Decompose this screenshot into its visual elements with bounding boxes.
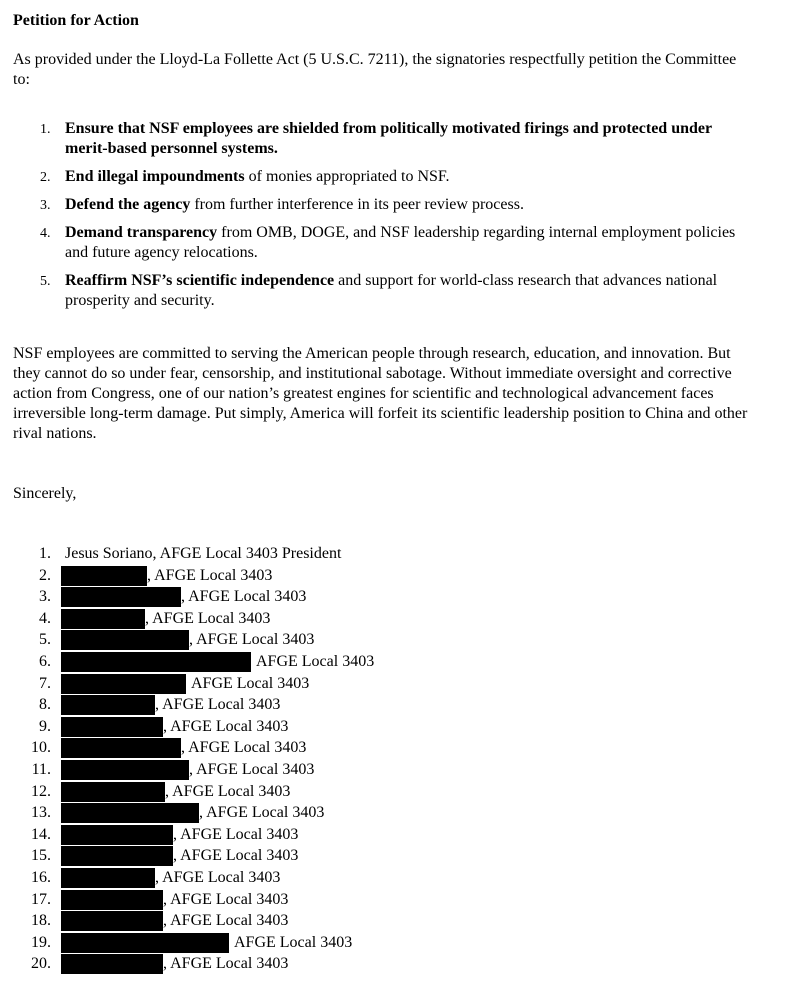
signatory-number: 20. bbox=[31, 955, 51, 973]
signatory-number: 1. bbox=[39, 545, 51, 562]
request-text: from further interference in its peer review process. bbox=[190, 196, 524, 213]
signatory-number: 2. bbox=[39, 566, 51, 584]
signatory-number: 5. bbox=[39, 631, 51, 649]
signatory-number: 9. bbox=[39, 717, 51, 735]
signatory-item bbox=[13, 759, 753, 781]
request-bold-text: End illegal impoundments bbox=[65, 168, 245, 185]
signatory-item bbox=[13, 543, 753, 565]
sign-off: Sincerely, bbox=[13, 485, 77, 502]
redaction-bar bbox=[61, 868, 155, 888]
redaction-bar bbox=[61, 717, 163, 737]
signatory-text: , AFGE Local 3403 bbox=[145, 609, 271, 627]
signatory-text: , AFGE Local 3403 bbox=[181, 588, 307, 606]
request-bold-text: Demand transparency bbox=[65, 224, 218, 241]
redaction-bar bbox=[61, 738, 181, 758]
signatory-list bbox=[13, 543, 753, 975]
signatory-text: , AFGE Local 3403 bbox=[163, 955, 289, 973]
signatory-item bbox=[13, 910, 753, 932]
signatory-text: , AFGE Local 3403 bbox=[163, 717, 289, 735]
signatory-item bbox=[13, 802, 753, 824]
signatory-text: , AFGE Local 3403 bbox=[189, 631, 315, 649]
signatory-number: 10. bbox=[31, 739, 51, 757]
signatory-item bbox=[13, 845, 753, 867]
redaction-bar bbox=[61, 760, 189, 780]
signatory-text: Jesus Soriano, AFGE Local 3403 President bbox=[65, 545, 342, 562]
signatory-item bbox=[13, 608, 753, 630]
intro-paragraph: As provided under the Lloyd-La Follette Act (5 U.S.C. 7211), the signatories respectfully petition the Committee to: bbox=[13, 51, 737, 88]
signatory-number: 4. bbox=[39, 609, 51, 627]
signatory-text: , AFGE Local 3403 bbox=[163, 912, 289, 930]
redaction-bar bbox=[61, 630, 189, 650]
signatory-number: 11. bbox=[31, 760, 51, 778]
request-text: and support for world-class research that advances national prosperity and security. bbox=[65, 272, 718, 309]
signatory-number: 13. bbox=[31, 804, 51, 822]
signatory-number: 8. bbox=[39, 696, 51, 714]
document-page bbox=[13, 11, 763, 973]
document-title: Petition for Action bbox=[13, 12, 139, 29]
redaction-bar bbox=[61, 587, 181, 607]
signatory-text: AFGE Local 3403 bbox=[191, 674, 310, 692]
redaction-bar bbox=[61, 695, 155, 715]
signatory-text: , AFGE Local 3403 bbox=[165, 782, 291, 800]
signatory-item bbox=[13, 565, 753, 587]
signatory-number: 6. bbox=[39, 652, 51, 670]
signatory-number: 12. bbox=[31, 782, 51, 800]
request-bold-text: Ensure that NSF employees are shielded from politically motivated firings and protected under merit-based personnel systems. bbox=[65, 120, 712, 157]
signatory-item bbox=[13, 781, 753, 803]
signatory-text: , AFGE Local 3403 bbox=[163, 890, 289, 908]
signatory-text: , AFGE Local 3403 bbox=[199, 804, 325, 822]
redaction-bar bbox=[61, 652, 251, 672]
signatory-item bbox=[13, 586, 753, 608]
signatory-item bbox=[13, 889, 753, 911]
request-bold-text: Reaffirm NSF’s scientific independence bbox=[65, 272, 335, 289]
signatory-number: 16. bbox=[31, 868, 51, 886]
signatory-number: 15. bbox=[31, 847, 51, 865]
request-number: 1. bbox=[40, 122, 51, 137]
redaction-bar bbox=[61, 846, 173, 866]
signatory-item bbox=[13, 694, 753, 716]
signatory-text: , AFGE Local 3403 bbox=[155, 868, 281, 886]
request-item bbox=[13, 167, 753, 187]
signatory-number: 3. bbox=[39, 588, 51, 606]
signatory-text: , AFGE Local 3403 bbox=[173, 825, 299, 843]
signatory-number: 7. bbox=[39, 674, 51, 692]
signatory-text: , AFGE Local 3403 bbox=[155, 696, 281, 714]
signatory-item bbox=[13, 737, 753, 759]
request-item bbox=[13, 119, 753, 159]
request-number: 4. bbox=[40, 226, 51, 241]
signatory-item bbox=[13, 651, 753, 673]
redaction-bar bbox=[61, 825, 173, 845]
signatory-item bbox=[13, 953, 753, 975]
redaction-bar bbox=[61, 911, 163, 931]
redaction-bar bbox=[61, 609, 145, 629]
signatory-text: AFGE Local 3403 bbox=[234, 933, 353, 951]
redaction-bar bbox=[61, 954, 163, 974]
signatory-number: 14. bbox=[31, 825, 51, 843]
redaction-bar bbox=[61, 566, 147, 586]
signatory-number: 19. bbox=[31, 933, 51, 951]
redaction-bar bbox=[61, 674, 186, 694]
request-text: of monies appropriated to NSF. bbox=[244, 168, 450, 185]
signatory-text: , AFGE Local 3403 bbox=[189, 760, 315, 778]
signatory-text: , AFGE Local 3403 bbox=[181, 739, 307, 757]
closing-paragraph: NSF employees are committed to serving the American people through research, education, and innovation. But they cannot do so under fear, censorship, and institutional sabotage. Without immediate oversight and corrective action from Congress, one of our nation’s greatest engines for scientific and technological advancement faces irreversible long-term damage. Put simply, America will forfeit its scientific leadership position to China and other rival nations. bbox=[13, 345, 748, 442]
request-number: 5. bbox=[40, 274, 51, 289]
request-number: 2. bbox=[40, 170, 51, 185]
request-item bbox=[13, 223, 753, 263]
signatory-item bbox=[13, 629, 753, 651]
signatory-item bbox=[13, 824, 753, 846]
signatory-item bbox=[13, 867, 753, 889]
signatory-text: AFGE Local 3403 bbox=[256, 652, 375, 670]
signatory-number: 18. bbox=[31, 912, 51, 930]
request-number: 3. bbox=[40, 198, 51, 213]
signatory-item bbox=[13, 716, 753, 738]
redaction-bar bbox=[61, 803, 199, 823]
request-list bbox=[13, 119, 753, 319]
redaction-bar bbox=[61, 782, 165, 802]
signatory-text: , AFGE Local 3403 bbox=[173, 847, 299, 865]
request-bold-text: Defend the agency bbox=[65, 196, 191, 213]
signatory-number: 17. bbox=[31, 890, 51, 908]
signatory-item bbox=[13, 673, 753, 695]
redaction-bar bbox=[61, 933, 229, 953]
signatory-item bbox=[13, 932, 753, 954]
redaction-bar bbox=[61, 890, 163, 910]
request-text: from OMB, DOGE, and NSF leadership regarding internal employment policies and future agency relocations. bbox=[65, 224, 736, 261]
request-item bbox=[13, 195, 753, 215]
request-item bbox=[13, 271, 753, 311]
signatory-text: , AFGE Local 3403 bbox=[147, 566, 273, 584]
